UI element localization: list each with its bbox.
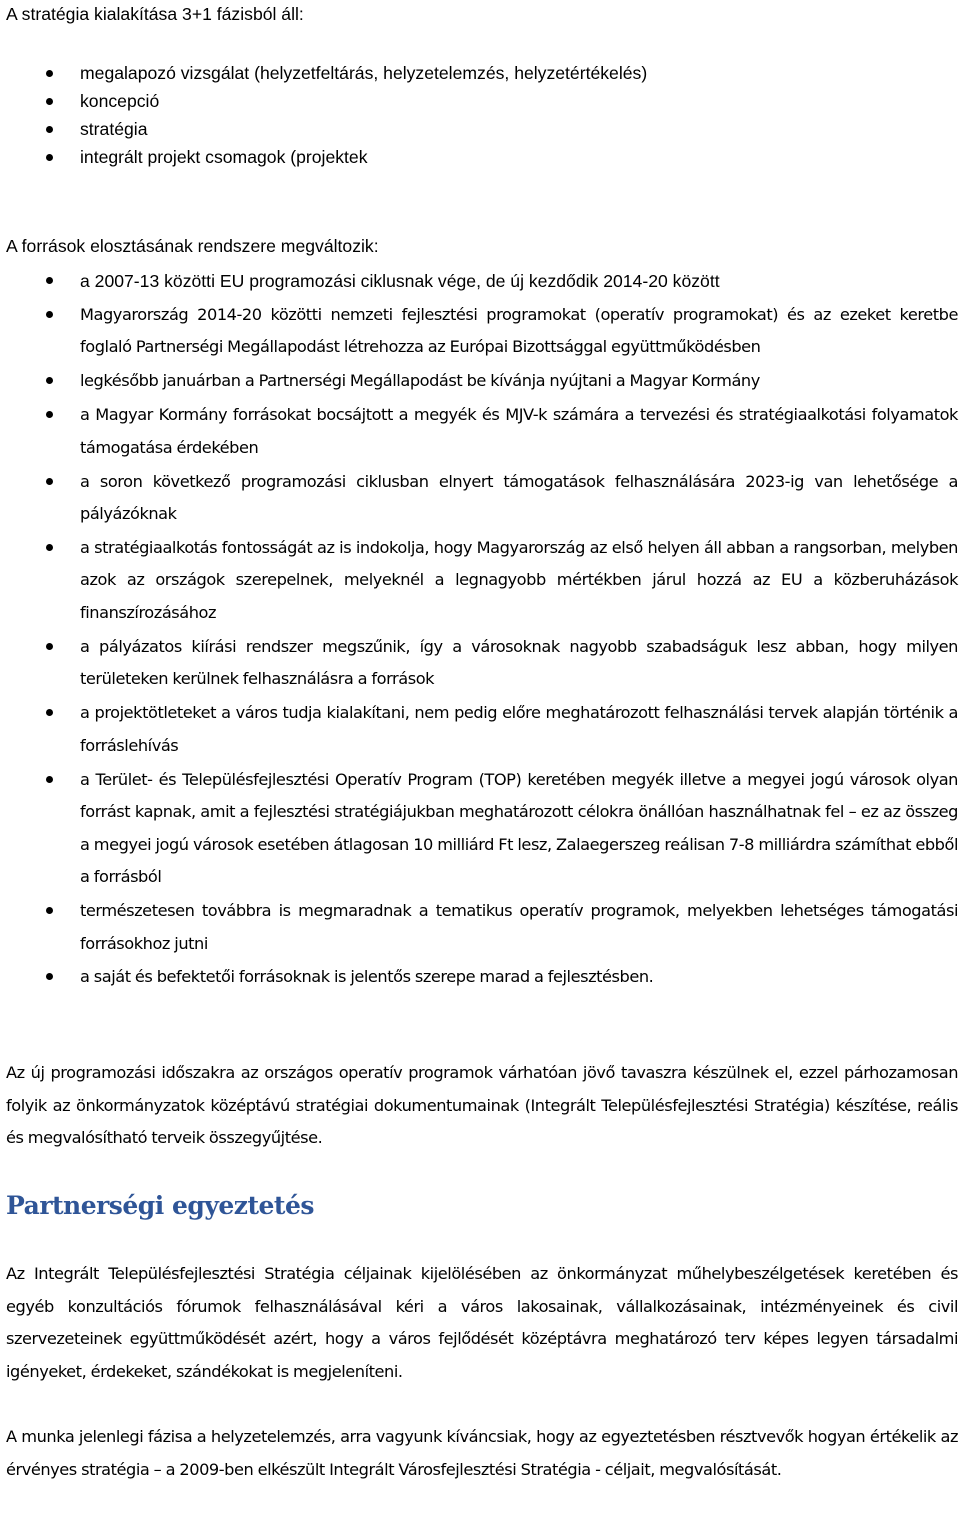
funding-list (0, 265, 958, 995)
funding-title: A források elosztásának rendszere megváltozik: (6, 236, 379, 256)
section-heading: Partnerségi egyeztetés (6, 1191, 314, 1220)
list-item: a pályázatos kiírási rendszer megszűnik, így a városoknak nagyobb szabadságuk lesz abban, hogy milyen területeken kerülnek felhasználásra a források (0, 631, 958, 696)
bullet-icon (46, 478, 53, 485)
bullet-icon (46, 154, 53, 161)
partnership-paragraph-1: Az Integrált Településfejlesztési Stratégia céljainak kijelölésében az önkormányzat műhelybeszélgetések keretében és egyéb konzultációs fórumok felhasználásával kéri a város lakosainak, vállalkozásainak, intézményeinek és civil szervezeteinek együttműködését azért, hogy a város fejlődését középtávra meghatározó terv képes legyen társadalmi igényeket, érdekeket, szándékokat is megjeleníteni. (6, 1264, 958, 1381)
bullet-icon (46, 643, 53, 650)
list-item: megalapozó vizsgálat (helyzetfeltárás, helyzetelemzés, helyzetértékelés) (0, 59, 958, 87)
partnership-paragraph-2: A munka jelenlegi fázisa a helyzetelemzés, arra vagyunk kíváncsiak, hogy az egyeztetésben résztvevők hogyan értékelik az érvényes stratégia – a 2009-ben elkészült Integrált Városfejlesztési Stratégia - céljait, megvalósítását. (6, 1427, 958, 1479)
bullet-icon (46, 126, 53, 133)
bullet-icon (46, 411, 53, 418)
bullet-icon (46, 311, 53, 318)
summary-paragraph: Az új programozási időszakra az országos operatív programok várhatóan jövő tavaszra készülnek el, ezzel párhozamosan folyik az önkormányzatok középtávú stratégiai dokumentumainak (Integrált Településfejlesztési Stratégia) készítése, reális és megvalósítható terveik összegyűjtése. (6, 1063, 958, 1147)
bullet-icon (46, 973, 53, 980)
bullet-icon (46, 98, 53, 105)
list-item: a saját és befektetői forrásoknak is jelentős szerepe marad a fejlesztésben. (0, 961, 958, 994)
list-item: stratégia (0, 115, 958, 143)
list-item: a Magyar Kormány forrásokat bocsájtott a megyék és MJV-k számára a tervezési és stratégiaalkotási folyamatok támogatása érdekében (0, 399, 958, 464)
list-item: koncepció (0, 87, 958, 115)
intro-title: A stratégia kialakítása 3+1 fázisból áll: (6, 4, 304, 24)
list-item: legkésőbb januárban a Partnerségi Megállapodást be kívánja nyújtani a Magyar Kormány (0, 365, 958, 398)
list-item: a 2007-13 közötti EU programozási ciklusnak vége, de új kezdődik 2014-20 között (0, 265, 958, 298)
bullet-icon (46, 709, 53, 716)
phase-list (0, 59, 958, 171)
bullet-icon (46, 776, 53, 783)
list-item: a Terület- és Településfejlesztési Operatív Program (TOP) keretében megyék illetve a megyei jogú városok olyan forrást kapnak, amit a fejlesztési stratégiájukban meghatározott célokra önállóan használhatnak fel – ez az összeg a megyei jogú városok esetében átlagosan 10 milliárd Ft lesz, Zalaegerszeg reálisan 7-8 milliárdra számíthat ebből a forrásból (0, 764, 958, 894)
bullet-icon (46, 277, 53, 284)
bullet-icon (46, 907, 53, 914)
list-item: Magyarország 2014-20 közötti nemzeti fejlesztési programokat (operatív programokat) és az ezeket keretbe foglaló Partnerségi Megállapodást létrehozza az Európai Bizottsággal együttműködésben (0, 299, 958, 364)
list-item: a soron következő programozási ciklusban elnyert támogatások felhasználására 2023-ig van lehetősége a pályázóknak (0, 466, 958, 531)
bullet-icon (46, 377, 53, 384)
list-item: a stratégiaalkotás fontosságát az is indokolja, hogy Magyarország az első helyen áll abban a rangsorban, melyben azok az országok szerepelnek, melyeknél a legnagyobb mértékben járul hozzá az EU a közberuházások finanszírozásához (0, 532, 958, 630)
list-item: integrált projekt csomagok (projektek (0, 143, 958, 171)
bullet-icon (46, 544, 53, 551)
bullet-icon (46, 70, 53, 77)
list-item: a projektötleteket a város tudja kialakítani, nem pedig előre meghatározott felhasználási tervek alapján történik a forráslehívás (0, 697, 958, 762)
list-item: természetesen továbbra is megmaradnak a tematikus operatív programok, melyekben lehetséges támogatási forrásokhoz jutni (0, 895, 958, 960)
